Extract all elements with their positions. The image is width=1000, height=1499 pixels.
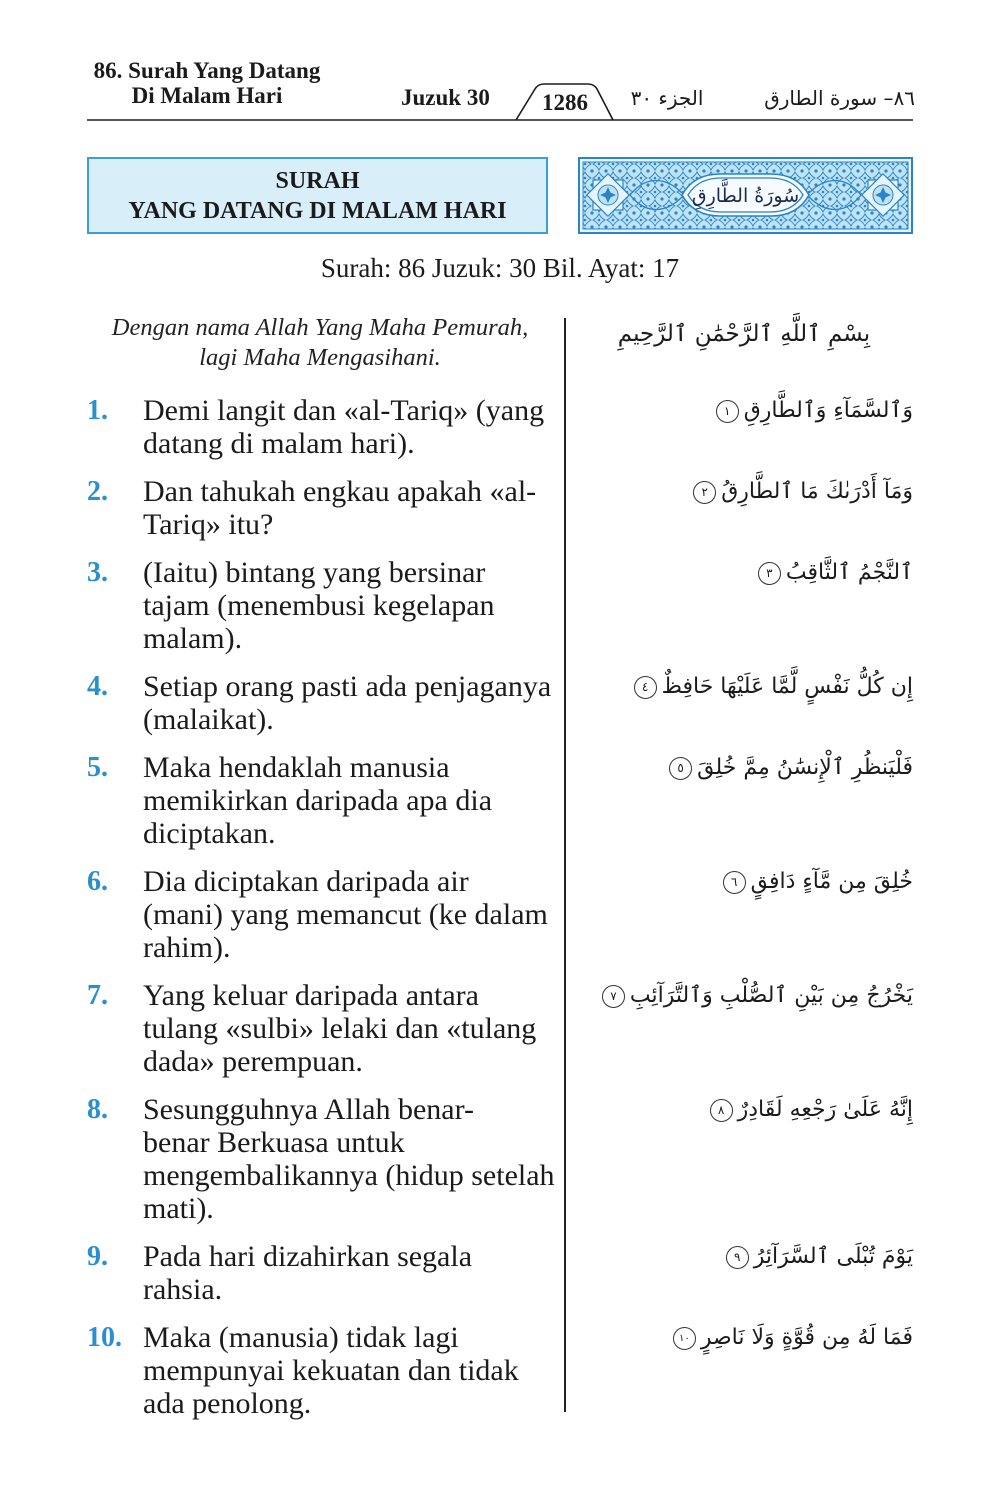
verse-text-line: mengembalikannya (hidup setelah [143,1159,555,1192]
verse [87,394,913,460]
verse-text-line: rahsia. [143,1273,223,1306]
verse-number: 4. [87,671,108,702]
basmala-translation-line2: lagi Maha Mengasihani. [199,344,441,371]
verse [87,1321,913,1420]
verse-translation [87,1093,565,1225]
verse-arabic [565,1321,913,1420]
verse-arabic [565,751,913,850]
verse [87,751,913,850]
verse-text [143,751,492,850]
verse-text [143,475,536,541]
verse-arabic-text: فَمَا لَهُ مِن قُوَّةٍ وَلَا نَاصِرٍ [700,1325,913,1350]
verse-text-line: Maka (manusia) tidak lagi [143,1321,459,1354]
header-surah-title [87,58,327,108]
verse [87,556,913,655]
verse-text-line: Dia diciptakan daripada air [143,865,469,898]
header-surah-title-line2: Di Malam Hari [131,83,283,108]
verse-text-line: (Iaitu) bintang yang bersinar [143,556,486,589]
verse-translation [87,979,565,1078]
verse-arabic-text: وَٱلسَّمَآءِ وَٱلطَّارِقِ [743,398,913,423]
header-juz-arabic: الجزء ٣٠ [630,86,704,110]
verse-arabic-text: يَخْرُجُ مِن بَيْنِ ٱلصُّلْبِ وَٱلتَّرَآئِبِ [629,983,913,1008]
verse-translation [87,394,565,460]
verse-text-line: dada» perempuan. [143,1045,363,1078]
verse-text-line: mempunyai kekuatan dan tidak [143,1354,519,1387]
verse-arabic-text: فَلْيَنظُرِ ٱلْإِنسَٰنُ مِمَّ خُلِقَ [697,755,913,780]
ornament-medallion-right [862,174,904,216]
verse-number: 8. [87,1094,108,1125]
verse-text-line: rahim). [143,931,231,964]
verse-translation [87,865,565,964]
verse [87,1240,913,1306]
verse-arabic-text: إِن كُلُّ نَفْسٍ لَّمَّا عَلَيْهَا حَافِظٌ [661,674,913,699]
verse-text-line: Tariq» itu? [143,508,274,541]
surah-title-box [87,157,548,234]
ornament-arabic-title: سُورَةُ الطَّارِقِ [691,185,800,207]
verse-translation [87,751,565,850]
verse-text-line: tajam (menembusi kegelapan [143,589,495,622]
ayah-number-marker: ٢ [693,481,716,504]
verse-number: 2. [87,476,108,507]
verse-arabic-text: يَوْمَ تُبْلَى ٱلسَّرَآئِرُ [753,1244,913,1269]
verse [87,670,913,736]
verse [87,979,913,1078]
verse-text-line: diciptakan. [143,817,276,850]
ayah-number-marker: ٥ [669,757,692,780]
verse-text [143,556,495,655]
verse-arabic [565,1093,913,1225]
ayah-number-marker: ٧ [602,985,625,1008]
verse-number: 6. [87,866,108,897]
verse-arabic-text: خُلِقَ مِن مَّآءٍ دَافِقٍ [750,869,913,894]
page-number: 1286 [542,90,588,115]
ayah-number-marker: ٨ [710,1099,733,1122]
verse-text [143,979,536,1078]
surah-title-line1: SURAH [275,168,360,194]
ayah-number-marker: ٦ [723,871,746,894]
verse [87,475,913,541]
verse-arabic [565,670,913,736]
surah-info-line: Surah: 86 Juzuk: 30 Bil. Ayat: 17 [320,253,680,283]
ayah-number-marker: ٩ [726,1246,749,1269]
verse-text-line: datang di malam hari). [143,427,415,460]
verse-translation [87,556,565,655]
verse-arabic [565,394,913,460]
verse-text-line: Sesungguhnya Allah benar- [143,1093,474,1126]
verse-translation [87,1240,565,1306]
verse [87,865,913,964]
verse-text-line: Dan tahukah engkau apakah «al- [143,475,537,508]
ayah-number-marker: ١ [716,400,739,423]
verse-number: 1. [87,395,108,426]
verse-list [87,394,913,1435]
header-surah-arabic: ٨٦– سورة الطارق [764,86,915,110]
verse-number: 5. [87,752,108,783]
verse-arabic [565,556,913,655]
surah-title-line2: YANG DATANG DI MALAM HARI [128,198,507,224]
verse-arabic [565,865,913,964]
verse-text [143,865,548,964]
header-surah-title-line1: 86. Surah Yang Datang [93,58,321,83]
verse-text-line: Yang keluar daripada antara [143,979,479,1012]
basmala-translation [87,313,553,373]
verse-arabic [565,475,913,541]
verse-number: 3. [87,557,108,588]
verse-translation [87,670,565,736]
verse-text-line: malam). [143,622,243,655]
ayah-number-marker: ٣ [758,562,781,585]
verse [87,1093,913,1225]
verse-translation [87,475,565,541]
verse-text [143,1093,555,1225]
verse-number: 7. [87,980,108,1011]
verse-text-line: benar Berkuasa untuk [143,1126,405,1159]
verse-number: 9. [87,1241,108,1272]
verse-text-line: ada penolong. [143,1387,312,1420]
header-juz-label: Juzuk 30 [401,85,490,110]
verse-arabic [565,979,913,1078]
verse-text [143,670,551,736]
ayah-number-marker: ٤ [634,676,657,699]
verse-text-line: Pada hari dizahirkan segala [143,1240,473,1273]
ayah-number-marker: ١٠ [673,1327,696,1350]
verse-text [143,394,544,460]
verse-text-line: Demi langit dan «al-Tariq» (yang [143,394,545,427]
verse-text-line: Maka hendaklah manusia [143,751,450,784]
verse-text-line: tulang «sulbi» lelaki dan «tulang [143,1012,537,1045]
basmala-translation-line1: Dengan nama Allah Yang Maha Pemurah, [111,314,529,341]
ornament-medallion-left [587,174,629,216]
verse-arabic-text: وَمَآ أَدْرَىٰكَ مَا ٱلطَّارِقُ [721,479,913,504]
verse-text-line: Setiap orang pasti ada penjaganya [143,670,552,703]
verse-text-line: memikirkan daripada apa dia [143,784,493,817]
verse-text [143,1240,472,1306]
verse-arabic [565,1240,913,1306]
verse-arabic-text: ٱلنَّجْمُ ٱلثَّاقِبُ [785,560,913,585]
verse-text-line: (malaikat). [143,703,274,736]
verse-number: 10. [87,1322,122,1353]
verse-text [143,1321,519,1420]
verse-text-line: mati). [143,1192,214,1225]
verse-arabic-text: إِنَّهُ عَلَىٰ رَجْعِهِ لَقَادِرٌ [737,1097,913,1122]
surah-title-ornament [578,157,913,234]
verse-text-line: (mani) yang memancut (ke dalam [143,898,548,931]
basmala-arabic: بِسْمِ ٱللَّهِ ٱلرَّحْمَٰنِ ٱلرَّحِيمِ [617,321,871,347]
verse-translation [87,1321,565,1420]
